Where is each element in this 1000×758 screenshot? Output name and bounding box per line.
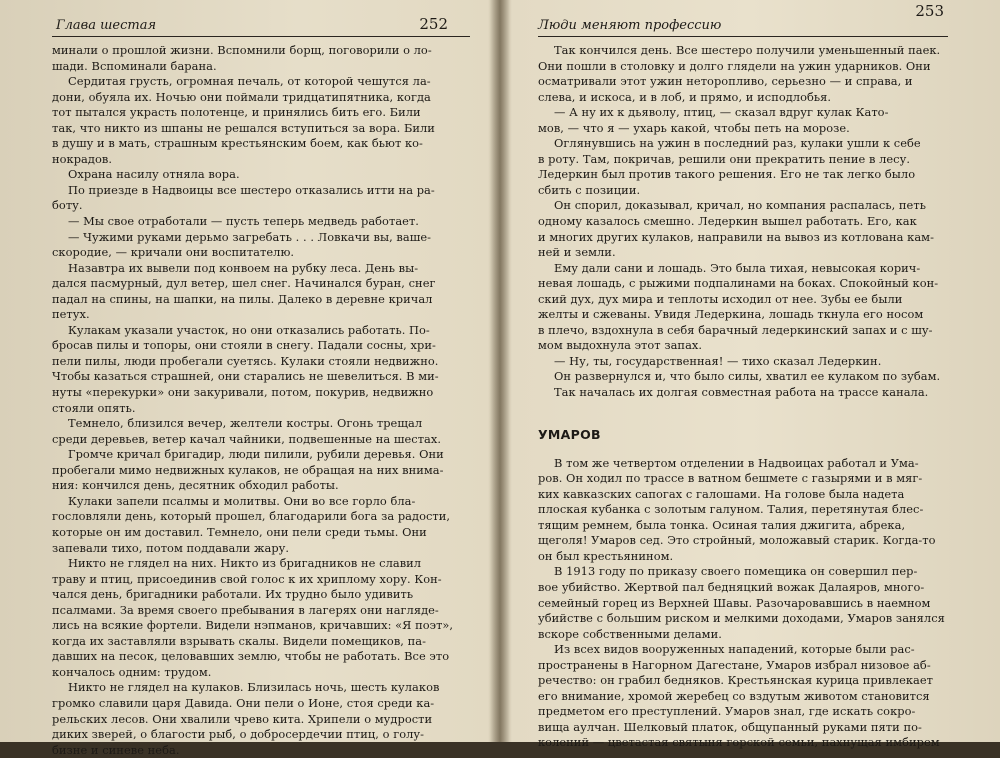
paragraph: Никто не глядел на них. Никто из бригадников не славил траву и птиц, присоединив свой голос к их хриплому хору. Кон- чался день, бригадники работали. Их трудно было удивить псалмами. За время своего пребывания в лагерях они нагляде- лись на всякие фортели. Видели нэпманов, кричавших: «Я поэт», когда их заставляли взрывать скалы. Видели помещиков, па- давших на песок, целовавших землю, чтобы не работать. Все это кончалось одним: трудом.	[52, 556, 454, 679]
left-header-title: Глава шестая	[56, 18, 157, 33]
paragraph: Кулакам указали участок, но они отказались работать. По- бросав пилы и топоры, они стояли в снегу. Падали сосны, хри- пели пилы, люди пробегали суетясь. Кулаки стояли недвижно. Чтобы казаться страшней, они старались не шевелиться. В ми- нуты «перекурки» они закуривали, потом, покурив, недвижно стояли опять.	[52, 322, 439, 415]
paragraph: Ему дали сани и лошадь. Это была тихая, невысокая корич- невая лошадь, с рыжими подпалинами на боках. Спокойный кон- ский дух, дух мира и теплоты исходил от нее. Зубы ее были желты и сжеваны. Увидя Ледеркина, лошадь ткнула его носом в плечо, вздохнула в себя барачный ледеркинский запах и с шу- мом выдохнула этот запах.	[538, 260, 939, 353]
left-running-head	[52, 6, 470, 37]
paragraph: Никто не глядел на кулаков. Близилась ночь, шесть кулаков громко славили царя Давида. Они пели о Ионе, стоя среди ка- рельских лесов. Они хвалили чрево кита. Хрипели о мудрости диких зверей, о благости рыб, о добросердечии птиц, о голу- бизне и синеве неба.	[52, 680, 440, 757]
paragraph: — А ну их к дьяволу, птиц, — сказал вдруг кулак Като- мов, — что я — ухарь какой, чтобы петь на морозе.	[538, 105, 889, 135]
right-running-head	[538, 2, 948, 37]
section-heading: УМАРОВ	[538, 426, 601, 442]
paragraph: минали о прошлой жизни. Вспомнили борщ, поговорили о ло- шади. Вспоминали барана.	[52, 43, 432, 73]
paragraph: — Чужими руками дерьмо загребать . . . Ловкачи вы, ваше- скородие, — кричали они воспитателю.	[52, 229, 432, 260]
book-gutter	[488, 0, 512, 742]
paragraph: Оглянувшись на ужин в последний раз, кулаки ушли к себе в роту. Там, покричав, решили они прекратить пение в лесу. Ледеркин был против такого решения. Его не так легко было сбить с позиции.	[538, 136, 921, 197]
right-page-number: 253	[915, 2, 944, 20]
right-header-title: Люди меняют профессию	[538, 18, 722, 33]
paragraph: По приезде в Надвоицы все шестеро отказались итти на ра- боту.	[52, 182, 435, 213]
paragraph: Из всех видов вооруженных нападений, которые были рас- пространены в Нагорном Дагестане, Умаров избрал низовое аб- речество: он грабил бедняков. Крестьянская курица привлекает его внимание, хромой жеребец со вздутым животом становится предметом его преступлений. Умаров знал, где искать сокро- вища аулчан. Шелковый платок, общупанный руками пяти по- колений — цветастая святыня горской семьи, пахнущая имбирем	[538, 642, 940, 750]
paragraph: Назавтра их вывели под конвоем на рубку леса. День вы- дался пасмурный, дул ветер, шел снег. Начинался буран, снег падал на спины, на шапки, на пилы. Далеко в деревне кричал петух.	[52, 260, 436, 322]
paragraph: Так началась их долгая совместная работа на трассе канала.	[554, 385, 929, 400]
paragraph: — Мы свое отработали — пусть теперь медведь работает.	[68, 214, 419, 229]
left-page-number: 252	[419, 15, 448, 33]
paragraph: В 1913 году по приказу своего помещика он совершил пер- вое убийство. Жертвой пал бедняцкий вожак Далаяров, много- семейный горец из Верхней Шавы. Разочаровавшись в наемном убийстве с большим риском и мелкими доходами, Умаров занялся вскоре собственными делами.	[538, 564, 945, 641]
right-page	[538, 0, 948, 750]
paragraph: — Ну, ты, государственная! — тихо сказал Ледеркин.	[554, 353, 882, 368]
paragraph: Сердитая грусть, огромная печаль, от которой чешутся ла- дони, обуяла их. Ночью они поймали тридцатипятника, когда тот пытался украсть полотенце, и принялись бить его. Били так, что никто из шпаны не решался вступиться за вора. Били в душу и в мать, страшным крестьянским боем, как бьют ко- нокрадов.	[52, 74, 435, 166]
right-body-text	[538, 43, 948, 751]
paragraph: Так кончился день. Все шестеро получили уменьшенный паек. Они пошли в столовку и долго глядели на ужин ударников. Они осматривали этот ужин неторопливо, серьезно — и справа, и слева, и искоса, и в лоб, и прямо, и исподлобья.	[538, 43, 941, 104]
paragraph: Он развернулся и, что было силы, хватил ее кулаком по зубам.	[554, 369, 941, 384]
paragraph: Темнело, близился вечер, желтели костры. Огонь трещал среди деревьев, ветер качал чайники, подвешенные на шестах.	[52, 416, 442, 446]
paragraph: Он спорил, доказывал, кричал, но компания распалась, петь одному казалось смешно. Ледеркин вышел работать. Его, как и многих других кулаков, направили на вывоз из котлована кам- ней и земли.	[538, 198, 934, 260]
paragraph: В том же четвертом отделении в Надвоицах работал и Ума- ров. Он ходил по трассе в ватном бешмете с газырями и в мяг- ких кавказских сапогах с галошами. На голове была надета плоская кубанка с золотым галуном. Талия, перетянутая блес- тящим ремнем, была тонка. Осиная талия джигита, абрека, щеголя! Умаров сед. Это стройный, моложавый старик. Когда-то он был крестьянином.	[538, 455, 936, 563]
paragraph: Кулаки запели псалмы и молитвы. Они во все горло бла- гословляли день, который прошел, благодарили бога за радости, которые он им доставил. Темнело, они пели среди тьмы. Они запевали тихо, потом поддавали жару.	[52, 493, 451, 555]
paragraph: Громче кричал бригадир, люди пилили, рубили деревья. Они пробегали мимо недвижных кулаков, не обращая на них внима- ния: кончился день, десятник обходил работы.	[52, 447, 444, 493]
left-body-text	[52, 43, 470, 758]
paragraph: Охрана насилу отняла вора.	[68, 167, 240, 182]
left-page	[52, 0, 470, 757]
